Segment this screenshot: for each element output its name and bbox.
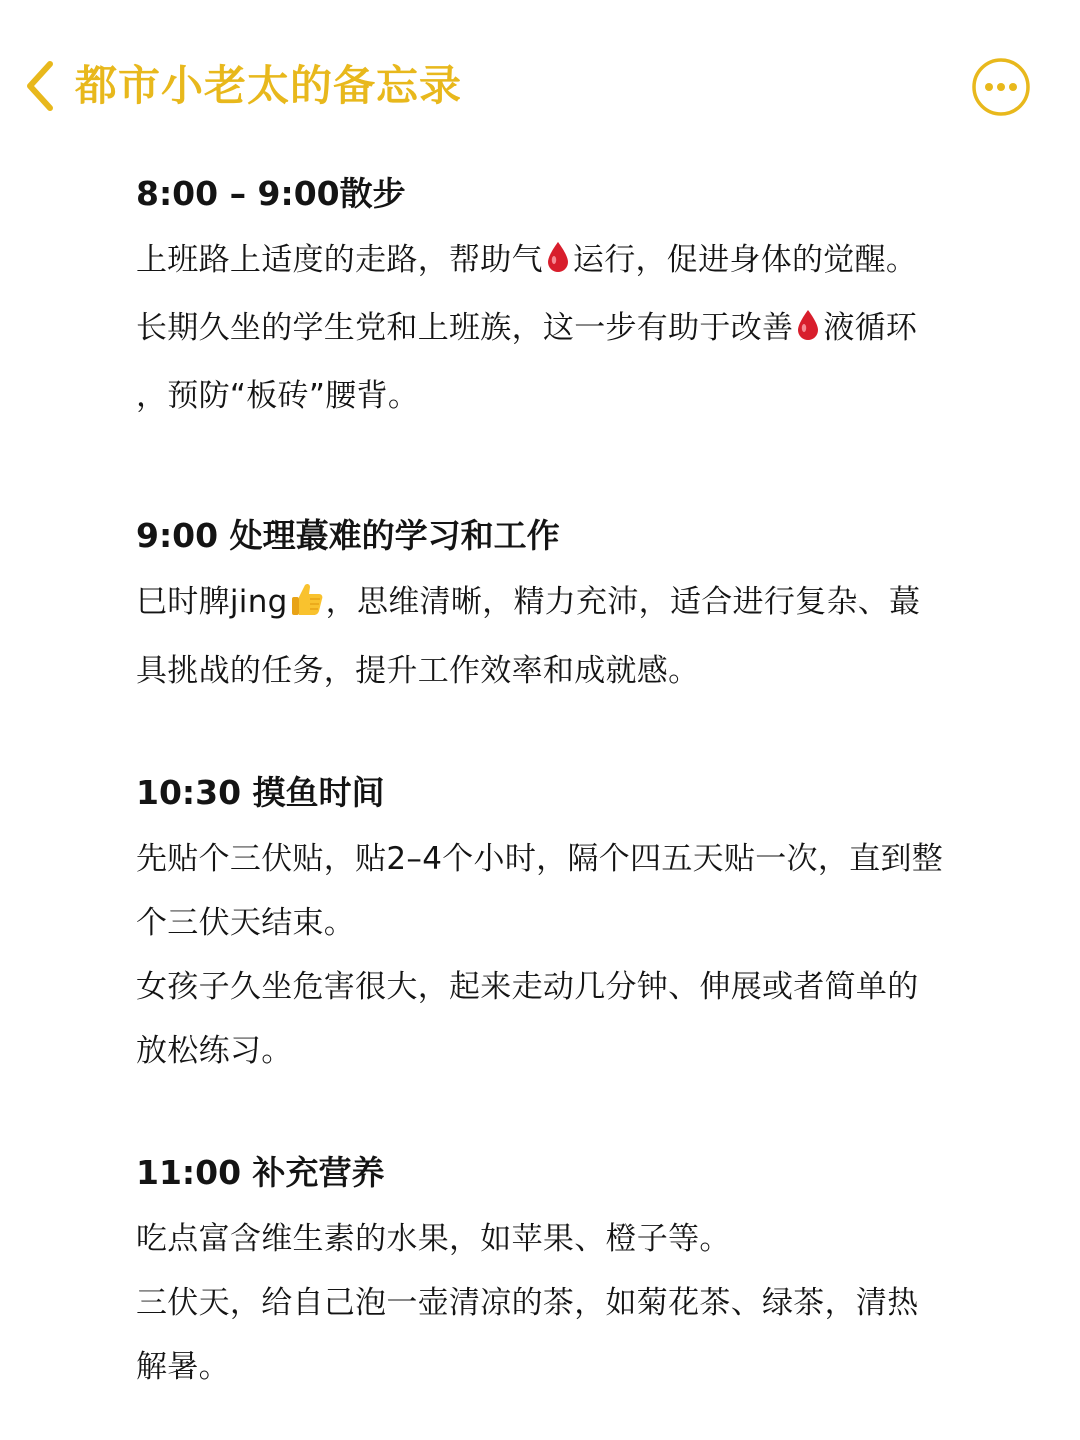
section-title: 11:00 补充营养 (136, 1153, 385, 1192)
section-title: 9:00 处理蕞难的学习和工作 (136, 516, 560, 555)
text-run: 上班路上适度的走路，帮助气 (136, 242, 543, 278)
text-run: 运行，促进身体的觉醒。 (572, 242, 918, 278)
section-break-time (136, 767, 946, 1083)
text-run: 巳时脾jing (136, 584, 288, 620)
text-run: 长期久坐的学生党和上班族，这一步有助于改善 (136, 310, 794, 346)
note-content (136, 168, 946, 1399)
section-nutrition (136, 1147, 946, 1399)
more-options-button[interactable] (970, 56, 1032, 118)
paragraph: 先贴个三伏贴，贴2–4个小时，隔个四五天贴一次，直到整个三伏天结束。 (136, 841, 944, 941)
section-hard-work (136, 510, 946, 703)
section-walking (136, 168, 946, 428)
section-title: 10:30 摸鱼时间 (136, 773, 385, 812)
paragraph: 三伏天，给自己泡一壶清凉的茶，如菊花茶、绿茶，清热解暑。 (136, 1285, 919, 1385)
text-run: 液循环 (823, 310, 918, 346)
more-horizontal-icon (970, 56, 1032, 118)
page-title: 都市小老太的备忘录 (75, 61, 463, 110)
section-title: 8:00 – 9:00散步 (136, 174, 406, 213)
text-run: ，预防“板砖”腰背。 (136, 378, 420, 414)
thumbs-up-icon (289, 575, 325, 639)
blood-drop-icon (545, 232, 571, 296)
paragraph (136, 228, 946, 296)
blood-drop-icon (795, 300, 821, 364)
paragraph (136, 296, 946, 428)
top-navigation-bar (0, 0, 1080, 170)
text-run: ，思维清晰，精力充沛，适合进行复杂、蕞具挑战的任务，提升工作效率和成就感。 (136, 584, 921, 689)
paragraph (136, 570, 946, 703)
paragraph: 吃点富含维生素的水果，如苹果、橙子等。 (136, 1221, 731, 1257)
chevron-left-icon (22, 58, 58, 114)
paragraph: 女孩子久坐危害很大，起来走动几分钟、伸展或者简单的放松练习。 (136, 969, 919, 1069)
back-button[interactable] (18, 56, 62, 116)
